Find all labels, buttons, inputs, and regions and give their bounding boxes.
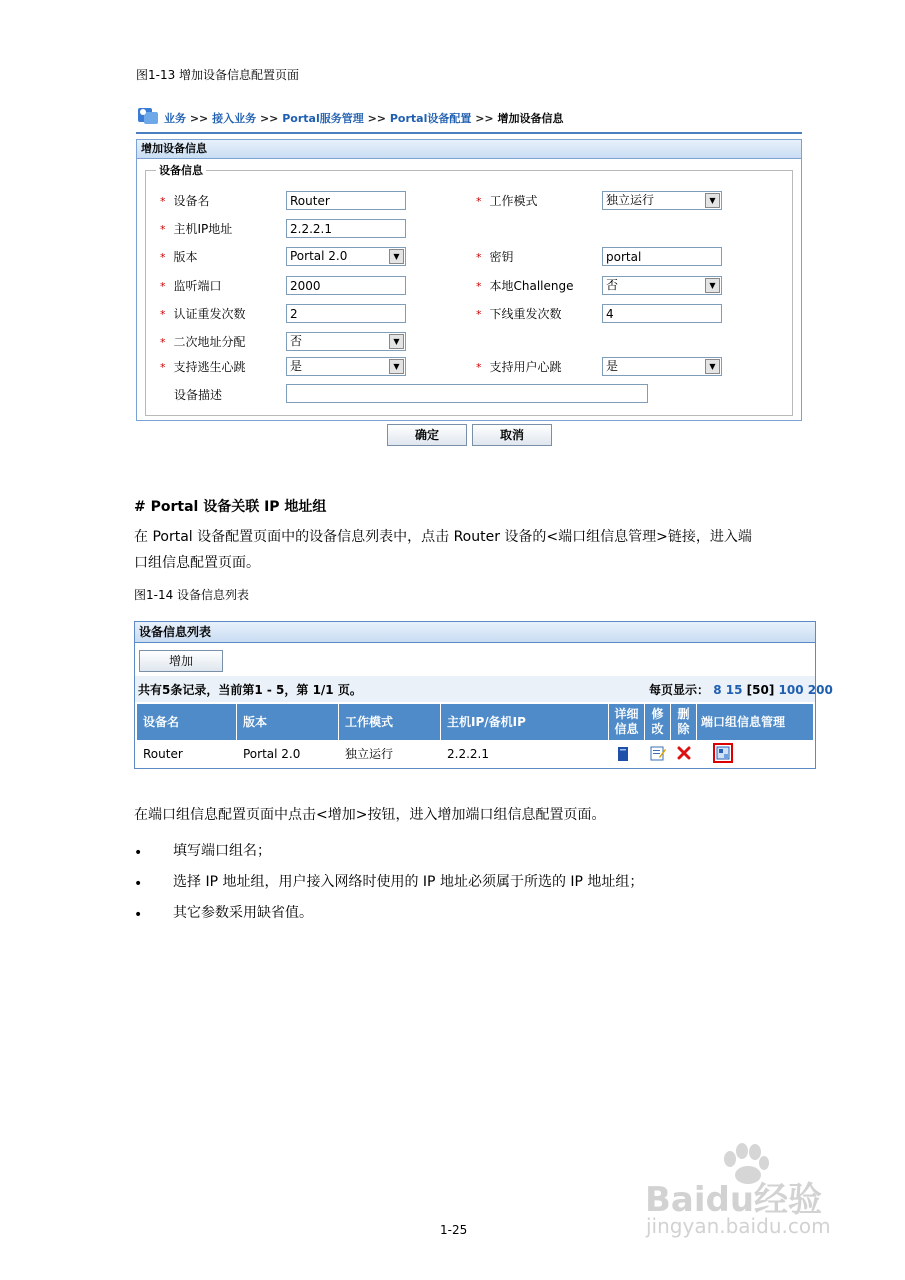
- paragraph-add-port-group: 在端口组信息配置页面中点击<增加>按钮，进入增加端口组信息配置页面。: [134, 807, 606, 823]
- bullet-dot: •: [134, 907, 143, 923]
- business-icon: [136, 104, 160, 126]
- key-label: * 密钥: [476, 250, 514, 264]
- offline-retry-input[interactable]: 4: [602, 304, 722, 323]
- chevron-down-icon: ▼: [705, 359, 720, 374]
- column-header-detail: 详细 信息: [609, 704, 645, 740]
- chevron-down-icon: ▼: [705, 193, 720, 208]
- bullet-item-3: 其它参数采用缺省值。: [173, 905, 313, 921]
- section-heading: # Portal 设备关联 IP 地址组: [134, 499, 327, 515]
- escape-heartbeat-label: * 支持逃生心跳: [160, 360, 246, 374]
- pagination-bar: [135, 676, 833, 702]
- chevron-down-icon: ▼: [705, 278, 720, 293]
- work-mode-label: * 工作模式: [476, 194, 538, 208]
- column-header-host-ip: 主机IP/备机IP: [441, 704, 609, 740]
- chevron-down-icon: ▼: [389, 334, 404, 349]
- delete-icon[interactable]: [677, 746, 691, 760]
- description-input[interactable]: [286, 384, 648, 403]
- breadcrumb-link-access[interactable]: 接入业务: [212, 112, 257, 125]
- per-page-8[interactable]: 8: [713, 683, 722, 697]
- offline-retry-label: * 下线重发次数: [476, 307, 562, 321]
- chevron-down-icon: ▼: [389, 359, 404, 374]
- bullet-item-1: 填写端口组名；: [173, 843, 271, 859]
- escape-heartbeat-select[interactable]: 是 ▼: [286, 357, 406, 376]
- key-input[interactable]: portal: [602, 247, 722, 266]
- secondary-addr-select[interactable]: 否 ▼: [286, 332, 406, 351]
- version-label: * 版本: [160, 250, 198, 264]
- device-info-fieldset: [145, 164, 793, 416]
- port-group-manage-link[interactable]: [713, 743, 733, 763]
- local-challenge-select[interactable]: 否 ▼: [602, 276, 722, 295]
- column-header-device-name: 设备名: [137, 704, 237, 740]
- paragraph-line-2: 口组信息配置页面。: [134, 555, 260, 571]
- breadcrumb-separator: >>: [475, 112, 494, 125]
- cancel-button[interactable]: 取消: [472, 424, 552, 446]
- panel-title: 增加设备信息: [137, 140, 801, 159]
- per-page-selector: [649, 681, 833, 698]
- auth-retry-label: * 认证重发次数: [160, 307, 246, 321]
- column-header-version: 版本: [237, 704, 339, 740]
- paragraph-line-1: 在 Portal 设备配置页面中的设备信息列表中，点击 Router 设备的<端口组信息管理>链接，进入端: [134, 529, 752, 545]
- breadcrumb: [136, 104, 802, 134]
- host-ip-label: * 主机IP地址: [160, 222, 233, 236]
- add-device-panel: [136, 139, 802, 421]
- fieldset-legend: 设备信息: [156, 162, 206, 178]
- version-select[interactable]: Portal 2.0 ▼: [286, 247, 406, 266]
- ok-button[interactable]: 确定: [387, 424, 467, 446]
- listen-port-input[interactable]: 2000: [286, 276, 406, 295]
- figure-caption-1-13: 图1-13 增加设备信息配置页面: [136, 68, 300, 82]
- user-heartbeat-label: * 支持用户心跳: [476, 360, 562, 374]
- secondary-addr-label: * 二次地址分配: [160, 335, 246, 349]
- column-header-delete: 删 除: [671, 704, 697, 740]
- per-page-100[interactable]: 100: [778, 683, 804, 697]
- row-host-ip: 2.2.2.1: [447, 747, 489, 761]
- listen-port-label: * 监听端口: [160, 279, 222, 293]
- breadcrumb-separator: >>: [367, 112, 387, 125]
- breadcrumb-link-portal-service[interactable]: Portal服务管理: [282, 112, 364, 125]
- description-label: 设备描述: [174, 388, 223, 402]
- column-header-work-mode: 工作模式: [339, 704, 441, 740]
- figure-caption-1-14: 图1-14 设备信息列表: [134, 588, 250, 602]
- bullet-dot: •: [134, 876, 143, 892]
- per-page-200[interactable]: 200: [807, 683, 833, 697]
- host-ip-input[interactable]: 2.2.2.1: [286, 219, 406, 238]
- port-group-icon: [715, 745, 731, 761]
- bullet-dot: •: [134, 845, 143, 861]
- work-mode-select[interactable]: 独立运行 ▼: [602, 191, 722, 210]
- edit-icon[interactable]: [650, 745, 666, 761]
- chevron-down-icon: ▼: [389, 249, 404, 264]
- row-device-name: Router: [143, 747, 183, 761]
- local-challenge-label: * 本地Challenge: [476, 279, 574, 293]
- watermark-url: jingyan.baidu.com: [646, 1214, 831, 1238]
- device-list-panel: [134, 621, 833, 769]
- per-page-50: [50]: [746, 683, 775, 697]
- breadcrumb-current: 增加设备信息: [497, 112, 564, 125]
- column-header-modify: 修 改: [645, 704, 671, 740]
- breadcrumb-link-portal-device[interactable]: Portal设备配置: [389, 112, 472, 125]
- add-button[interactable]: 增加: [139, 650, 223, 672]
- device-name-input[interactable]: Router: [286, 191, 406, 210]
- device-list-title: 设备信息列表: [135, 622, 815, 643]
- per-page-label: 每页显示：: [649, 683, 710, 697]
- breadcrumb-link-business[interactable]: 业务: [164, 112, 186, 125]
- breadcrumb-separator: >>: [189, 112, 209, 125]
- row-work-mode: 独立运行: [345, 747, 394, 761]
- user-heartbeat-select[interactable]: 是 ▼: [602, 357, 722, 376]
- row-version: Portal 2.0: [243, 747, 301, 761]
- device-name-label: * 设备名: [160, 194, 210, 208]
- column-header-port-group: 端口组信息管理: [697, 704, 813, 740]
- records-summary: 共有5条记录，当前第1 - 5，第 1/1 页。: [138, 683, 362, 697]
- per-page-15[interactable]: 15: [725, 683, 743, 697]
- watermark-baidu: Baidu经验: [645, 1180, 823, 1220]
- detail-icon[interactable]: [616, 746, 630, 762]
- auth-retry-input[interactable]: 2: [286, 304, 406, 323]
- bullet-item-2: 选择 IP 地址组，用户接入网络时使用的 IP 地址必须属于所选的 IP 地址组；: [173, 874, 644, 890]
- breadcrumb-separator: >>: [259, 112, 279, 125]
- page-number: 1-25: [440, 1223, 468, 1237]
